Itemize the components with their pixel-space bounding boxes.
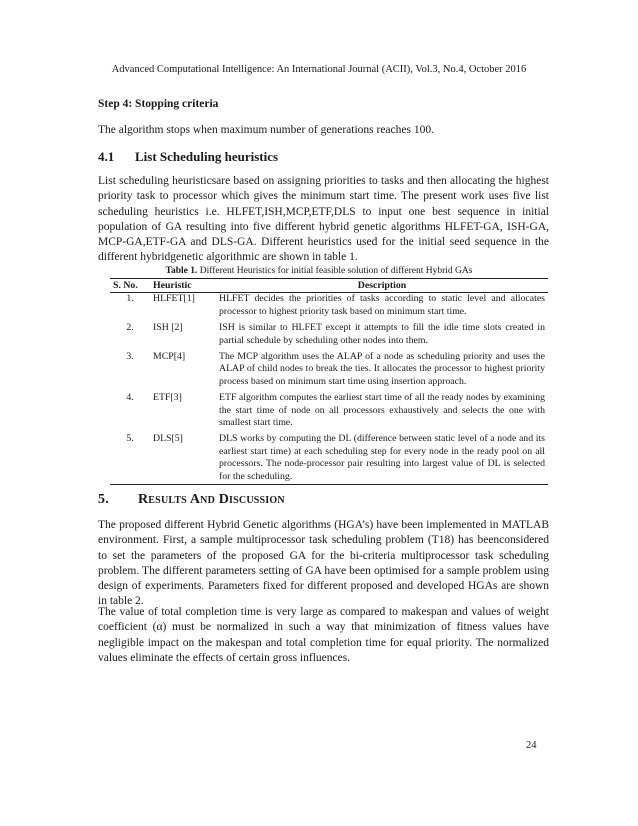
row-heuristic: DLS[5]	[150, 433, 216, 484]
header-sno: S. No.	[110, 279, 150, 293]
row-description: ISH is similar to HLFET except it attempts to fill the idle time slots created in partial schedule by scheduling other nodes into them.	[219, 322, 545, 346]
section-4-1-number: 4.1	[98, 149, 115, 164]
page-number: 24	[526, 740, 537, 751]
table-row	[110, 293, 548, 322]
row-sno: 5.	[110, 433, 150, 484]
section-5-paragraph-2: The value of total completion time is very large as compared to makespan and values of weight coefficient (α) must be normalized in such a way that minimization of fitness values have negligible impact on the makespan and total completion time for equal priority. The normalized values eliminate the effects of certain gross influences.	[98, 606, 549, 664]
table-row	[110, 433, 548, 484]
header-description: Description	[216, 279, 548, 293]
row-description: ETF algorithm computes the earliest start time of all the ready nodes by examining the start time of node on all processors exhaustively and selects the one with smallest start time.	[219, 392, 545, 429]
table-row	[110, 322, 548, 351]
table-row	[110, 392, 548, 433]
section-4-1-title: List Scheduling heuristics	[135, 149, 279, 164]
section-5-number: 5.	[98, 492, 109, 507]
row-heuristic: MCP[4]	[153, 351, 186, 363]
row-heuristic: ISH [2]	[153, 322, 183, 334]
table1-caption-label: Table 1.	[165, 266, 198, 276]
heuristics-table	[110, 278, 548, 485]
row-heuristic: ETF[3]	[153, 392, 182, 404]
section-5-paragraph-1: The proposed different Hybrid Genetic algorithms (HGA’s) have been implemented in MATLAB environment. First, a sample multiprocessor task scheduling problem (T18) has beenconsidered to set the parameters of the proposed GA for the bi-criteria multiprocessor task scheduling problem. The different parameters setting of GA have been optimised for a sample problem using design of experiments. Parameters fixed for different proposed and developed HGAs are shown in table 2.	[98, 519, 549, 608]
journal-header: Advanced Computational Intelligence: An International Journal (ACII), Vol.3, No.4, October 2016	[111, 64, 527, 75]
table1-caption	[0, 266, 638, 276]
row-description: DLS works by computing the DL (difference between static level of a node and its earliest start time) at each scheduling step for every node in the ready pool on all processors. The node-processor pair resulting into largest value of DL is selected for the scheduling.	[216, 433, 548, 484]
table-row	[110, 351, 548, 392]
row-sno: 2.	[126, 322, 134, 334]
section-5-heading	[98, 492, 549, 508]
row-sno: 1.	[126, 293, 134, 305]
step4-heading: Step 4: Stopping criteria	[98, 98, 219, 110]
row-description: HLFET decides the priorities of tasks according to static level and allocates processor to highest priority task based on minimum start time.	[219, 293, 545, 317]
section-4-1-heading	[98, 149, 549, 165]
table-header-row	[110, 279, 548, 293]
section-5-title: Results And Discussion	[138, 492, 285, 507]
row-sno: 3.	[126, 351, 134, 363]
header-heuristic: Heuristic	[150, 279, 216, 293]
row-sno: 4.	[126, 392, 134, 404]
table1-caption-text: Different Heuristics for initial feasible solution of different Hybrid GAs	[197, 266, 473, 276]
row-description: The MCP algorithm uses the ALAP of a node as scheduling priority and uses the ALAP of child nodes to break the ties. It allocates the processor to highest priority process based on minimum start time using insertion approach.	[219, 351, 545, 387]
step4-text: The algorithm stops when maximum number of generations reaches 100.	[98, 124, 434, 136]
section-4-1-paragraph: List scheduling heuristicsare based on assigning priorities to tasks and then allocating the highest priority task to processor which gives the minimum start time. The present work uses five list scheduling heuristics i.e. HLFET,ISH,MCP,ETF,DLS to input one best sequence in initial population of GA resulting into five different hybrid genetic algorithms HLFET-GA, ISH-GA, MCP-GA,ETF-GA and DLS-GA. Different heuristics used for the initial seed sequence in the different hybridgenetic algorithmic are shown in table 1.	[98, 175, 549, 264]
row-heuristic: HLFET[1]	[153, 293, 195, 305]
